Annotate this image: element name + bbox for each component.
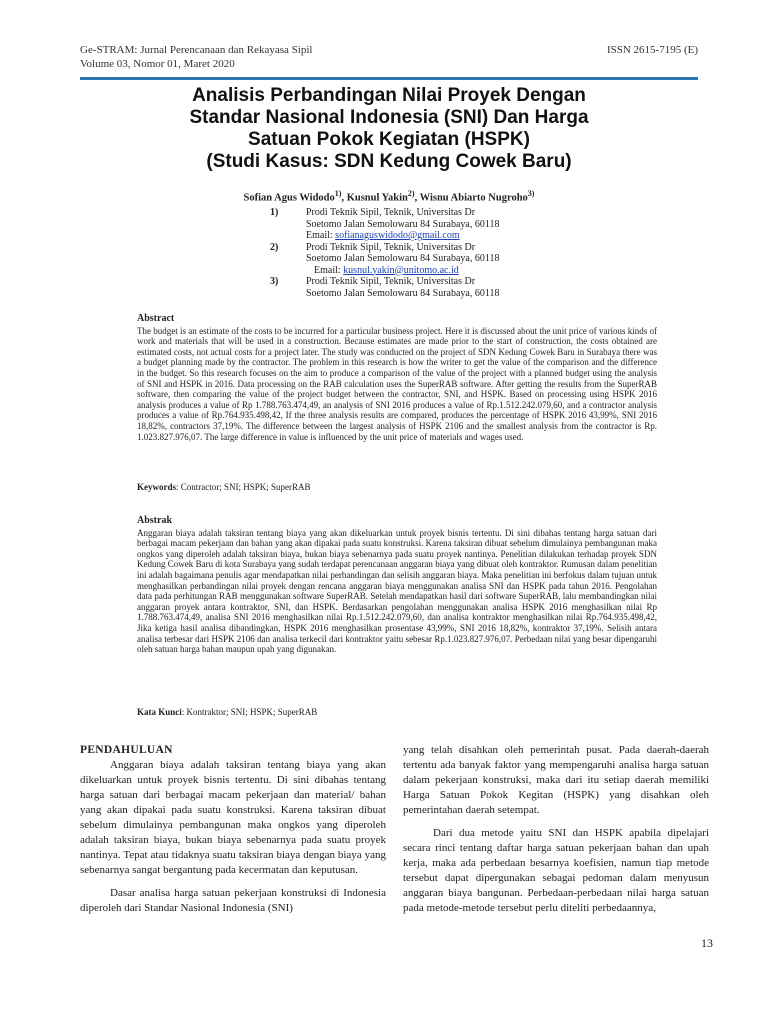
affiliations [270, 207, 570, 299]
title-line: Standar Nasional Indonesia (SNI) Dan Harga [189, 107, 589, 128]
affiliation-number: 2) [270, 241, 279, 253]
author-name: Kusnul Yakin [346, 192, 408, 204]
volume-issue: Volume 03, Nomor 01, Maret 2020 [80, 58, 235, 70]
affiliation-text: Prodi Teknik Sipil, Teknik, Universitas Dr [306, 241, 476, 253]
keywords-english [137, 482, 311, 492]
abstract-english [137, 314, 657, 442]
affiliation-text: Prodi Teknik Sipil, Teknik, Universitas Dr [306, 276, 476, 287]
email-label: Email: [314, 264, 344, 276]
affiliation-address: Soetomo Jalan Semolowaru 84 Surabaya, 60118 [306, 287, 500, 299]
section-heading: PENDAHULUAN [80, 744, 173, 756]
kata-kunci-label: Kata Kunci [137, 707, 182, 717]
affiliation-address: Soetomo Jalan Semolowaru 84 Surabaya, 60118 [306, 253, 500, 264]
email-line [306, 265, 570, 277]
issn: ISSN 2615-7195 (E) [606, 44, 698, 56]
author-name: Sofian Agus Widodo [243, 192, 335, 204]
page-number: 13 [701, 936, 713, 950]
body-paragraph: Anggaran biaya adalah taksiran tentang biaya yang akan dikeluarkan untuk proyek bisnis tertentu. Di sini dibahas tentang harga satuan dari berbagai macam pekerjaan dan material/ bahan yang akan dipakai pada suatu konstruksi. Karena taksiran dibuat sebelum dimulainya pembangunan maka ongkos yang diperoleh adalah taksiran biaya, bukan biaya sebenarnya pada suatu proyek nantinya. Tepat atau tidaknya suatu taksiran biaya dengan biaya yang sebenarnya sangat bergantung pada kecermatan dan keputusan. [80, 759, 386, 876]
email-line [306, 230, 570, 242]
title-line: Analisis Perbandingan Nilai Proyek Dengan [192, 85, 586, 106]
affiliation-2 [270, 242, 570, 254]
body-paragraph: Dari dua metode yaitu SNI dan HSPK apabila dipelajari secara rinci tentang daftar harga satuan pekerjaan bahan dan upah kerja, maka ada perbedaan besarnya koefisien, namun tiap metode tersebut dapat dipergunakan sebagai pedoman dalam menyusun anggaran biaya bangunan. Perbedaan-perbedaan nilai harga satuan pada metode-metode tersebut perlu diteliti perbedaannya, [403, 827, 709, 914]
author-list [140, 189, 638, 204]
running-header-left [80, 43, 312, 71]
body-paragraph: yang telah disahkan oleh pemerintah pusat. Pada daerah-daerah tertentu ada banyak faktor yang mempengaruhi analisa harga satuan dalam pekerjaan konstruksi, maka dari itu setiap daerah memiliki Harga Satuan Pokok Kegitan (HSPK) yang disahkan oleh pemerintahan daerah setempat. [403, 744, 709, 816]
affiliation-number: 3) [270, 276, 279, 287]
body-column-left [80, 743, 386, 916]
author-affil-mark: 2) [407, 189, 415, 198]
keywords-label: Keywords [137, 482, 176, 492]
email-label: Email: [306, 230, 336, 241]
kata-kunci-text: : Kontraktor; SNI; HSPK; SuperRAB [181, 707, 318, 717]
abstract-heading: Abstract [137, 313, 175, 324]
author-name: Wisnu Abiarto Nugroho [419, 192, 528, 204]
paper-title [80, 85, 698, 173]
keywords-text: : Contractor; SNI; HSPK; SuperRAB [176, 482, 311, 492]
affiliation-address: Soetomo Jalan Semolowaru 84 Surabaya, 60118 [306, 218, 500, 230]
keywords-indonesian [137, 707, 317, 717]
journal-name: Ge-STRAM: Jurnal Perencanaan dan Rekayasa Sipil [80, 44, 313, 56]
affiliation-3 [270, 276, 570, 288]
affiliation-number: 1) [270, 207, 279, 218]
author-affil-mark: 3) [527, 189, 535, 198]
abstrak-heading: Abstrak [137, 515, 173, 526]
title-line: (Studi Kasus: SDN Kedung Cowek Baru) [206, 151, 572, 172]
author-separator: , [414, 192, 420, 204]
abstract-text: The budget is an estimate of the costs to be incurred for a particular business project. Here it is discussed about the unit price of various kinds of work and materials that will be used in a construction. Because estimates are made prior to the start of construction, the costs obtained are estimated costs, not actual costs for a project later. The study was conducted on the project of SDN Kedung Cowek Baru in Surabaya there was a budget planning made by the contractor. The problem in this research is how the writer to get the value of the comparison and the difference in the budget. So this research focuses on the aim to produce a comparison of the value of the project with a planned budget using the analysis of SNI and HSPK in 2016. Data processing on the RAB calculation uses the SuperRAB software. After getting the results from the SuperRAB software, then comparing the value of the project budget between the contractor, SNI, and HSPK. Based on processing using HSPK 2016 analysis produces a value of Rp 1.788.763.474,49, an analysis of SNI 2016 produces a value of Rp.1.512.242.079,60, and a contractor analysis produces a value of Rp.764.935.498,42, If the three analysis results are compared, produces the percentage of HSPK 2016 43,99%, SNI 2016 18,82%, contractors 37,19%. The difference between the largest analysis of HSPK 2106 and the smallest analysis from the contractor is Rp. 1.023.827.976,07. The large difference in value is influenced by the unit price of materials and wages used. [137, 325, 657, 442]
author-separator: , [341, 192, 347, 204]
body-column-right [403, 743, 709, 916]
email-link[interactable]: kusnul.yakin@unitomo.ac.id [343, 264, 459, 276]
email-link[interactable]: sofianaguswidodo@gmail.com [335, 230, 460, 241]
affiliation-1 [270, 207, 570, 219]
abstrak-text: Anggaran biaya adalah taksiran tentang biaya yang akan dikeluarkan untuk proyek bisnis tertentu. Di sini dibahas tentang harga satuan dari berbagai macam pekerjaan dan bahan yang akan dipakai pada suatu konstruksi. Karena taksiran dibuat sebelum dimulainya pembangunan maka ongkos yang diperoleh adalah taksiran biaya, bukan biaya sebenarnya pada suatu proyek nantinya. Penelitian dilakukan terhadap proyek SDN Kedung Cowek Baru di kota Surabaya yang sudah terdapat perencanaan anggaran biaya yang dibuat oleh kontraktor. Rumusan dalam penelitian ini adalah bagaimana penulis agar mendapatkan nilai perbandingan dan selisih anggaran biaya. Maka penelitian ini berfokus dalam tujuan untuk menghasilkan perbandingan nilai proyek dengan rencana anggaran biaya menggunakan analisa SNI dan HSPK pada tahun 2016. Pengolahan data pada perhitungan RAB menggunakan software SuperRAB. Setelah mendapatkan hasil dari software SuperRAB, lalu membandingkan nilai anggaran proyek antara kontraktor, SNI, dan HSPK. Berdasarkan pengolahan menggunakan analisa HSPK 2016 menghasilkan nilai Rp 1.788.763.474,49, analisa SNI 2016 menghasilkan nilai Rp.1.512.242.079,60, dan analisa kontraktor menghasilkan nilai Rp.764.935.498,42, Jika ketiga hasil analisa dibandingkan, HSPK 2016 menghasilkan prosentase 43,99%, SNI 2016 18,82%, kontraktor 37,19%. Selisih antara analisa terbesar dari HSPK 2106 dan analisa terkecil dari kontraktor yaitu sebesar Rp.1.023.827.976,07. Perbedaan nilai yang besar dipengaruhi oleh satuan harga bahan maupun upah yang digunakan. [137, 527, 657, 655]
author-affil-mark: 1) [334, 189, 342, 198]
affiliation-text: Prodi Teknik Sipil, Teknik, Universitas Dr [306, 207, 476, 218]
header-rule [80, 77, 698, 80]
title-line: Satuan Pokok Kegiatan (HSPK) [248, 129, 530, 150]
body-paragraph: Dasar analisa harga satuan pekerjaan konstruksi di Indonesia diperoleh dari Standar Nasional Indonesia (SNI) [80, 887, 386, 914]
abstract-indonesian [137, 516, 657, 655]
